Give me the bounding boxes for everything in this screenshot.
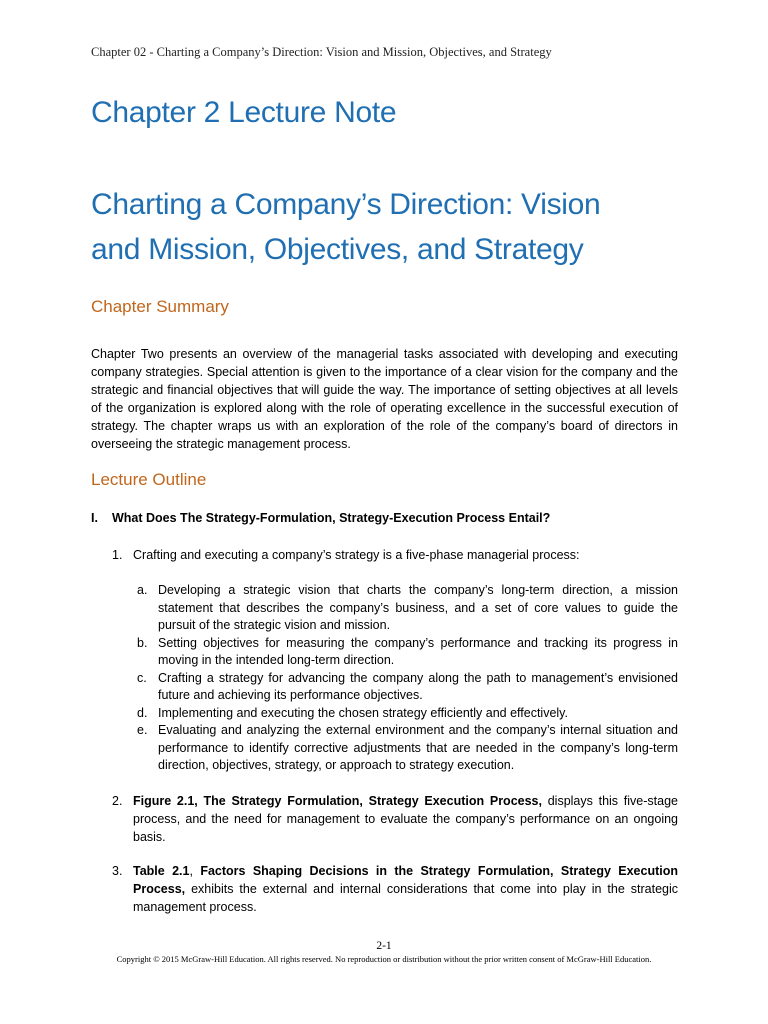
summary-heading: Chapter Summary bbox=[91, 297, 229, 316]
table-title: Factors Shaping Decisions in the Strategy Formulation, Strategy Execution Process, bbox=[133, 864, 679, 896]
separator: , bbox=[189, 864, 201, 878]
running-header: Chapter 02 - Charting a Company’s Direction: Vision and Mission, Objectives, and Strategy bbox=[91, 45, 552, 59]
outline-item-3 bbox=[112, 862, 678, 916]
outline-heading: Lecture Outline bbox=[91, 470, 207, 489]
item-number: 3. bbox=[112, 864, 123, 878]
subitem-text: Evaluating and analyzing the external environment and the company’s internal situation and performance to identify corrective adjustments that are needed in the company’s long-term direction, objectives, strategy, or approach to strategy execution. bbox=[158, 723, 678, 772]
copyright-notice: Copyright © 2015 McGraw-Hill Education. All rights reserved. No reproduction or distribution without the prior written consent of McGraw-Hill Education. bbox=[116, 954, 652, 964]
item-number: 2. bbox=[112, 794, 123, 808]
item-text bbox=[133, 862, 678, 916]
summary-paragraph: Chapter Two presents an overview of the managerial tasks associated with developing and executing company strategies. Special attention is given to the importance of a clear vision for the company and the strategic and financial objectives that will guide the way. The importance of setting objectives at all levels of the organization is explored along with the role of operating excellence in the successful execution of strategy. The chapter wraps us with an exploration of the role of the company’s board of directors in overseeing the strategic management process. bbox=[91, 347, 678, 451]
item-text: Crafting and executing a company’s strategy is a five-phase managerial process: bbox=[133, 548, 580, 562]
outline-section-i bbox=[91, 511, 691, 525]
outline-item-1 bbox=[112, 546, 678, 564]
chapter-title-line-2: and Mission, Objectives, and Strategy bbox=[91, 233, 584, 266]
subitem-letter: b. bbox=[137, 635, 148, 650]
subitem-text: Developing a strategic vision that charts the company’s long-term direction, a mission statement that describes the company’s business, and a set of core values to guide the pursuit of the strategic vision and mission. bbox=[158, 583, 678, 632]
page-number: 2-1 bbox=[376, 940, 392, 952]
chapter-title-line-1: Charting a Company’s Direction: Vision bbox=[91, 188, 601, 221]
section-number: I. bbox=[91, 511, 98, 525]
subitem-letter: e. bbox=[137, 723, 148, 737]
chapter-title bbox=[91, 182, 691, 272]
subitem-e bbox=[137, 722, 678, 775]
outline-item-2 bbox=[112, 792, 678, 846]
subitem-letter: a. bbox=[137, 583, 148, 597]
item-text-rest: displays this five-stage process, and the need for management to evaluate the company’s performance on an ongoing basis. bbox=[133, 794, 678, 844]
item-number: 1. bbox=[112, 548, 123, 562]
outline-subitems bbox=[137, 582, 678, 775]
subitem-b bbox=[137, 635, 678, 670]
subitem-c bbox=[137, 670, 678, 705]
lecture-note-title: Chapter 2 Lecture Note bbox=[91, 96, 397, 129]
figure-reference: Figure 2.1, The Strategy Formulation, Strategy Execution Process, bbox=[133, 794, 542, 808]
subitem-text: Crafting a strategy for advancing the company along the path to management’s envisioned future and achieving its performance objectives. bbox=[158, 670, 678, 702]
subitem-letter: c. bbox=[137, 670, 147, 685]
subitem-letter: d. bbox=[137, 705, 148, 720]
table-reference: Table 2.1 bbox=[133, 864, 190, 878]
item-text-rest: exhibits the external and internal considerations that come into play in the strategic management process. bbox=[133, 882, 678, 914]
section-title: What Does The Strategy-Formulation, Strategy-Execution Process Entail? bbox=[112, 511, 551, 525]
item-text bbox=[133, 792, 678, 846]
subitem-text: Setting objectives for measuring the company’s performance and tracking its progress in moving in the intended long-term direction. bbox=[158, 635, 678, 667]
subitem-d bbox=[137, 705, 678, 723]
subitem-a bbox=[137, 582, 678, 635]
subitem-text: Implementing and executing the chosen strategy efficiently and effectively. bbox=[158, 705, 568, 720]
